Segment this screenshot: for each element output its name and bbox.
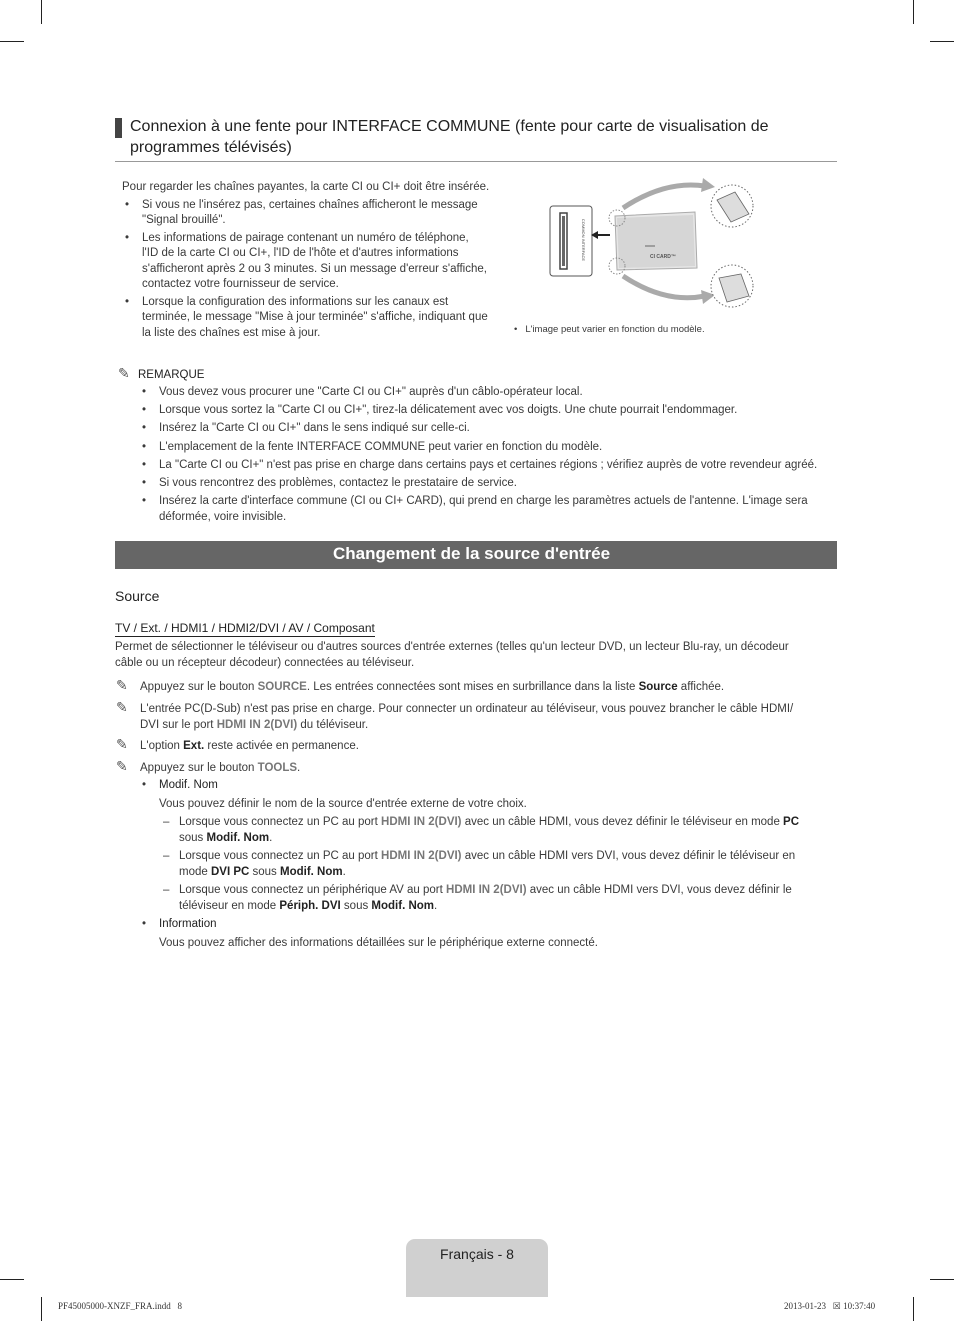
list-item: – Lorsque vous connectez un PC au port HDMI IN 2(DVI) avec un câble HDMI, vous devez définir le téléviseur en mode PC sous Modif. Nom. [159, 815, 839, 846]
information-desc: Vous pouvez afficher des informations détaillées sur le périphérique externe connecté. [159, 936, 598, 949]
heading-rule [115, 161, 837, 162]
curve-arrow-bottom [623, 276, 705, 298]
curve-arrow-top [623, 185, 705, 208]
heading-bar [115, 118, 122, 138]
modif-nom-desc: Vous pouvez définir le nom de la source d'entrée externe de votre choix. [159, 797, 527, 810]
list-item: • Lorsque vous sortez la "Carte CI ou CI+", tirez-la délicatement avec vos doigts. Une chute pourrait l'endommager. [139, 403, 839, 419]
list-item: • Insérez la carte d'interface commune (CI ou CI+ CARD), qui prend en charge les paramètres actuels de l'antenne. L'image sera déformée, voire invisible. [139, 494, 839, 525]
slot-label: COMMON INTERFACE [581, 218, 586, 262]
note-tools: ✎ Appuyez sur le bouton TOOLS. [116, 758, 301, 774]
list-item: • Vous devez vous procurer une "Carte CI ou CI+" auprès d'un câblo-opérateur local. [139, 385, 839, 401]
list-item: • La "Carte CI ou CI+" n'est pas prise en charge dans certains pays et certaines régions ; vérifiez auprès de votre revendeur agréé. [139, 458, 839, 474]
list-item: • Si vous ne l'insérez pas, certaines chaînes afficheront le message "Signal brouillé". [122, 198, 507, 229]
pencil-note-icon: ✎ [118, 365, 130, 381]
list-item: • Lorsque la configuration des informations sur les canaux est terminée, le message "Mise à jour terminée" s'affiche, indiquant que la liste des chaînes est mise à jour. [122, 295, 507, 342]
page-number: Français - 8 [440, 1246, 514, 1262]
list-item: • Insérez la "Carte CI ou CI+" dans le sens indiqué sur celle-ci. [139, 421, 839, 437]
pencil-note-icon: ✎ [116, 758, 128, 774]
list-item: • Si vous rencontrez des problèmes, contactez le prestataire de service. [139, 476, 839, 492]
list-item: • L'emplacement de la fente INTERFACE COMMUNE peut varier en fonction du modèle. [139, 440, 839, 456]
pencil-note-icon: ✎ [116, 677, 128, 693]
footer-date: 2013-01-23 ☒ 10:37:40 [784, 1301, 876, 1311]
source-description: Permet de sélectionner le téléviseur ou d'autres sources d'entrée externes (telles qu'un lecteur DVD, un lecteur Blu-ray, un décodeur câble ou un récepteur décodeur) connectées au téléviseur. [115, 641, 789, 669]
note-pc-dsub: ✎ L'entrée PC(D-Sub) n'est pas prise en charge. Pour connecter un ordinateur au téléviseur, vous pouvez brancher le câble HDMI/ DVI sur le port HDMI IN 2(DVI) du téléviseur. [116, 699, 794, 731]
list-item: • Modif. Nom [139, 778, 839, 794]
intro-block [122, 180, 507, 341]
section-title: Connexion à une fente pour INTERFACE COMMUNE (fente pour carte de visualisation de programmes télévisés) [130, 118, 769, 156]
modif-nom-block [139, 778, 839, 951]
list-item: • Les informations de pairage contenant un numéro de téléphone, l'ID de la carte CI ou CI+, l'ID de l'hôte et d'autres informations s'afficheront après 2 ou 3 minutes. Si un message d'erreur s'affiche, contactez votre fournisseur de service. [122, 231, 507, 293]
section-banner-title: Changement de la source d'entrée [333, 544, 611, 563]
curve-arrow-top-head [701, 178, 715, 192]
ci-card-illustration [545, 178, 760, 318]
list-item: • Information [139, 917, 839, 933]
list-item: – Lorsque vous connectez un PC au port HDMI IN 2(DVI) avec un câble HDMI vers DVI, vous devez définir le téléviseur en mode DVI PC sous Modif. Nom. [159, 849, 839, 880]
pencil-note-icon: ✎ [116, 699, 128, 715]
remark-header: ✎ REMARQUE [118, 365, 205, 381]
note-source-button: ✎ Appuyez sur le bouton SOURCE. Les entrées connectées sont mises en surbrillance dans la liste Source affichée. [116, 677, 725, 693]
remark-list [139, 385, 839, 525]
card-label: CI CARD™ [650, 254, 676, 260]
image-caption: • L'image peut varier en fonction du modèle. [514, 324, 705, 335]
card-face [617, 215, 695, 268]
slot-inner [562, 216, 565, 266]
subheading-source: Source [115, 588, 160, 604]
list-item: – Lorsque vous connectez un périphérique AV au port HDMI IN 2(DVI) avec un câble HDMI vers DVI, vous devez définir le téléviseur en mode Périph. DVI sous Modif. Nom. [159, 883, 839, 914]
pencil-note-icon: ✎ [116, 736, 128, 752]
intro-text: Pour regarder les chaînes payantes, la carte CI ou CI+ doit être insérée. [122, 181, 490, 193]
note-ext: ✎ L'option Ext. reste activée en permanence. [116, 736, 359, 752]
footer-file: PF45005000-XNZF_FRA.indd 8 [58, 1301, 183, 1311]
menu-path: TV / Ext. / HDMI1 / HDMI2/DVI / AV / Composant [115, 621, 375, 635]
